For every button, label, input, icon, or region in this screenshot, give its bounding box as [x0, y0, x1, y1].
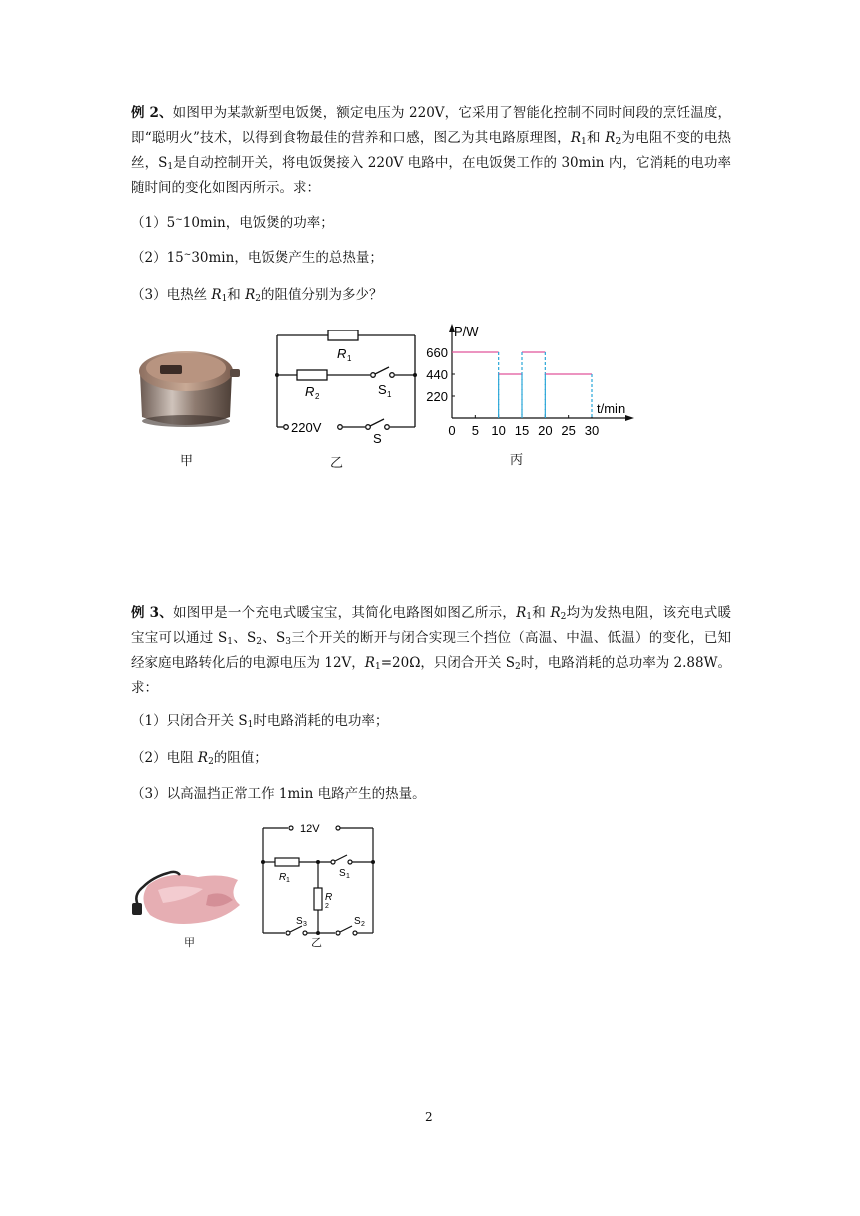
x-tick-label: 0 [448, 423, 456, 438]
switch-s1 [375, 367, 389, 374]
power-time-chart [420, 322, 645, 447]
svg-text:3: 3 [303, 921, 307, 928]
svg-text:S: S [339, 868, 346, 879]
caption-bing: 丙 [510, 453, 524, 468]
rice-cooker-image [130, 335, 245, 435]
hand-warmer-image [128, 865, 248, 935]
caption-yi: 乙 [330, 456, 344, 471]
svg-text:2: 2 [315, 392, 320, 401]
x-axis-arrow [625, 415, 634, 421]
example-3-text: 例 3、如图甲是一个充电式暖宝宝，其简化电路图如图乙所示，$R_1$和 $R_2$均为发热电阻，该充电式暖宝宝可以通过 $S_1$、$S_2$、$S_3$三个开关的断开与闭合实现三个挡位（高温、中温、低温）的变化，已知经家庭电路转化后的电源电压为 12V，$R_1=20\Omega$，只闭合开关 $S_2$时，电路消耗的总功率为 2.88W。求： [131, 605, 732, 696]
x-tick-label: 30 [584, 423, 600, 438]
example-3-question-3: （3）以高温挡正常工作 1min 电路产生的热量。 [131, 786, 426, 802]
x-tick-label: 20 [538, 423, 553, 438]
svg-text:R: R [279, 872, 287, 883]
x-tick-label: 25 [561, 423, 576, 438]
page-number: 2 [425, 1110, 433, 1124]
example-2-question-2: （2）15~30min，电饭煲产生的总热量； [131, 250, 383, 266]
caption-jia: 甲 [180, 454, 194, 469]
circuit-diagram-3 [255, 820, 380, 940]
switch-s2 [340, 926, 352, 932]
switch-s1 [335, 855, 347, 861]
svg-text:S: S [296, 916, 303, 927]
example-2-label: 例 2、 [131, 105, 173, 121]
example-2-text: 例 2、如图甲为某款新型电饭煲，额定电压为 220V，它采用了智能化控制不同时间段的烹饪温度，即“聪明火”技术，以得到食物最佳的营养和口感，图乙为其电路原理图，$R_1$和 $R_2$为电阻不变的电热丝，$S_1$是自动控制开关，将电饭煲接入 220V 电路中，在电饭煲工作的 30min 内，它消耗的电功率随时间的变化如图丙所示。求： [131, 105, 732, 196]
svg-text:2: 2 [361, 921, 365, 928]
x-tick-label: 15 [514, 423, 530, 438]
example-3-question-2: （2）电阻 $R_2$的阻值； [131, 750, 268, 767]
x-tick-label: 5 [471, 423, 479, 438]
svg-text:2: 2 [325, 903, 329, 910]
svg-text:1: 1 [346, 873, 350, 880]
svg-text:1: 1 [387, 390, 392, 399]
svg-text:1: 1 [347, 354, 352, 363]
svg-text:S: S [373, 431, 382, 445]
y-tick-label: 220 [426, 389, 448, 404]
y-axis-label: P/W [454, 324, 479, 339]
caption-jia-3: 甲 [184, 936, 195, 949]
svg-text:12V: 12V [300, 823, 320, 835]
example-2-question-1: （1）5~10min，电饭煲的功率； [131, 215, 334, 231]
y-tick-label: 440 [426, 367, 448, 382]
svg-text:S: S [378, 382, 387, 397]
circuit-diagram-2 [265, 330, 430, 445]
resistor-r2 [297, 370, 327, 380]
svg-text:1: 1 [286, 877, 290, 884]
resistor-r2 [314, 888, 322, 910]
example-3-label: 例 3、 [131, 605, 173, 621]
switch-s [370, 419, 384, 426]
resistor-r1 [328, 330, 358, 340]
svg-text:220V: 220V [291, 420, 322, 435]
x-axis-label: t/min [597, 401, 626, 416]
svg-text:R: R [337, 346, 347, 361]
example-2-question-3: （3）电热丝 $R_1$和 $R_2$的阻值分别为多少？ [131, 287, 383, 304]
x-tick-label: 10 [491, 423, 506, 438]
resistor-r1 [275, 858, 299, 866]
y-tick-label: 660 [426, 345, 448, 360]
svg-text:S: S [354, 916, 361, 927]
svg-text:R: R [305, 384, 315, 399]
svg-text:R: R [325, 892, 333, 903]
example-3-question-1: （1）只闭合开关 $S_1$时电路消耗的电功率； [131, 713, 389, 730]
caption-yi-3: 乙 [311, 936, 322, 949]
